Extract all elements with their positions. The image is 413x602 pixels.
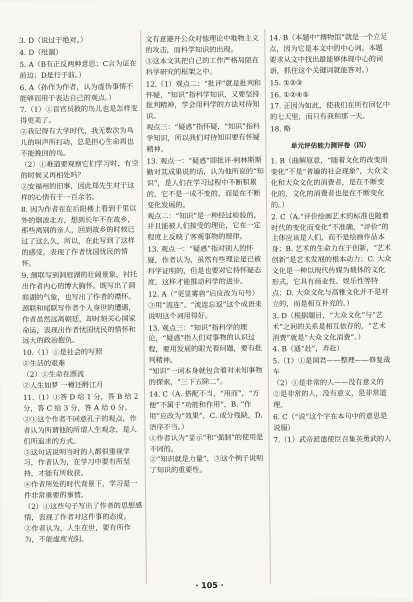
answer-entry: 5.（1）①是国君——整理——修复战车 （2）①是非常的人——没有意义的 ②是非常的人，没有意义，是非常道理。 (272, 355, 391, 410)
answer-entry: 文有意避开公众对他理论中唯物主义的攻击，而科学知识的出现。 ③这本文其把自己的工作严格局限在科学研究的框架之中。 (145, 33, 260, 77)
answer-entry: 10.（1）①是社会的写照 ②生活的艰难 （2）①生命在漂流 ②人生如梦 一樽还酹江月 (22, 347, 104, 391)
answer-entry: 16. ①②④⑤ (269, 89, 309, 99)
column-left (19, 35, 143, 584)
answer-entry: 13. 观点一：“疑惑”指对别人的怀疑，作者认为，虽然有些理论是已被科学证明的，但是也要对它持怀疑态度，这样才能推动科学的进步。 (147, 243, 262, 287)
answer-entry: 1. B（曲解原意，“随着文化的改变而变化”不是“普遍的社会现象”，大众文化和大众文化的消费者，是在不断变化的，文化的消费者也是在不断变化的。） (270, 155, 388, 210)
answer-entry: 4. B（通“赴”，奔赴） (272, 344, 344, 354)
answer-entry: 4. D（纰漏） (19, 47, 63, 57)
answer-entry: 17. 正因为如此，使我们在所有回忆中的七天里，而只有我和那一天。 (269, 100, 390, 122)
answer-entry: 3. D（根据题目，“大众文化”与“艺术”之间的关系是相互依存的，“艺术消费”就是“大众文化消费”。） (272, 309, 386, 342)
answer-entry: 3. D（说过于绝对。） (19, 35, 88, 45)
answer-entry: 7.（1）①盲官员救的鸟儿也是怎样变得更美了。 ②我记得有大学时代，我无数次为鸟儿的叫声所打动，总是担心生命再也不能挽回的鸟。 （2）①难道要观察它们学习时，有空的时候又再相处吗？ ②安福州的旧事，因此郑先生对于这样的心情有于一百余名。 (19, 104, 139, 202)
answer-entry: 9. 颔联写到洞庭湖的壮阔景象，衬托出作者内心的博大胸怀。既写出了洞庭湖的气象，也写出了作者的襟怀。颈联和尾联写作者个人身世的遭遇，作者虽然远离朝廷，却时刻关心国家命运，表现出作者忧国忧民的情怀和远大的政治抱负。 (21, 269, 138, 346)
answer-entry: 2. C（A.“评价绘画艺术的标准也随着时代的变化而变化”不准确，“评价”的主体应该是人们，而不是绘画作品本身；B. 艺术的生命力在于创新，“艺术创新”是艺术发展的根本动力；C. 大众文化是一种以现代传媒为载体的文化形式，它具有商业性、娱乐性等特点；D. 大众文化与高雅文化并不是对立的，而是相互补充的。） (271, 210, 392, 309)
answer-entry: 13. 观点三：“知识”指科学的理论，“疑惑”指人们对事物的认识过程，要用发展的眼光看问题，要有批判精神。 “知识”一词本身就包含着对未知事物的探索，“三下五除二”。 (148, 322, 263, 387)
section-title: 单元评估能力测评卷（四） (290, 141, 370, 151)
page-number: · 105 · (195, 580, 224, 591)
answer-entry: 12.（1）观点二：“批评”就是批判和怀疑，“知识”指科学知识，又要坚持批判精神，学会用科学的方法对待知识。 观点三：“疑惑”指怀疑，“知识”指科学知识，所以我们对待知识要有怀疑精神。 (145, 78, 262, 154)
column-right (269, 32, 395, 581)
answer-entry: 8. 因为作者在在后阳楼上看到千里以外的烟波北方，想到长年不在故乡，那些离别的亲人，回到故乡的时候已过了这么久，所以，在此写到了这样的感受。表现了作者忧国忧民的情怀。 (20, 203, 137, 269)
column-middle (145, 33, 269, 582)
answer-entry: 11.（1）①答 D 给 1 分，答 B 给 2 分，答 C 给 3 分，答 A 给 0 分。 ②①这个作者不同意孔子的观点，作者认为所谓他的所谓人生观念，是人们所追求的方式。 ③这句话说明当时的人都很重视学习，作者认为，在学习中要有所坚持，才能有所收获。 ④作者所处的时代背景下，学习是一件非常重要的事情。 （2）①这些句子写出了作者的思想感情，表现了作者对这件事的态度。 ②作者认为，人生在世，要有所作为，不能虚度光阴。 (22, 391, 143, 544)
answer-entry: 13. 观点一：“疑惑”即批评·柯林斯斯勤对其成果说的话，认为他所说的“知识”，是人们在学习过程中不断积累的，它不是一成不变的，而是在不断变化发展的。 观点二：“知识”是一种经过检验的，并且能被人们接受的理论，它在一定程度上反映了客观事物的规律。 (146, 155, 264, 242)
answer-entry: 6. C（“说”这个字在本句中的意思是说服） (273, 411, 388, 433)
answer-entry: 18. 略 (270, 124, 291, 134)
answer-entry: 7.（1）武帝派遣使臣召集英勇武的人 (273, 433, 392, 445)
answer-entry: 14. B（本题中“搏物馆”就是一个立足点，因为它是本文中的中心词。本题要求从文中找出最能够体现中心的词语，抓住这个关键词就能答对。） (269, 32, 388, 76)
answer-entry: 14. C（A. 搭配不当，“用而”，“方便”不属于“功能和作用”，B. “作用”应改为“效果”，C. 成分残缺，D. 语序不当。） ①作者认为“显示”和“强制”的使用是不同的。 ②“知识就是力量”，③这个例子说明了知识的重要性。 (148, 388, 265, 475)
answer-entry: 15. ①②③ (269, 77, 303, 87)
answer-entry: 6. A（孙作为作者，认为虚伪事情不能够而用于表达自己的观点。） (19, 81, 134, 103)
answer-entry: 12. A（“更显雾兽”后应改为句号） ③用“流连”、“流连忘返”这个成语来说明这个词用得好。 (147, 288, 262, 321)
answer-entry: 5. A（B有正反两种意思；C言为证在前边；D是行于前。） (19, 58, 137, 80)
